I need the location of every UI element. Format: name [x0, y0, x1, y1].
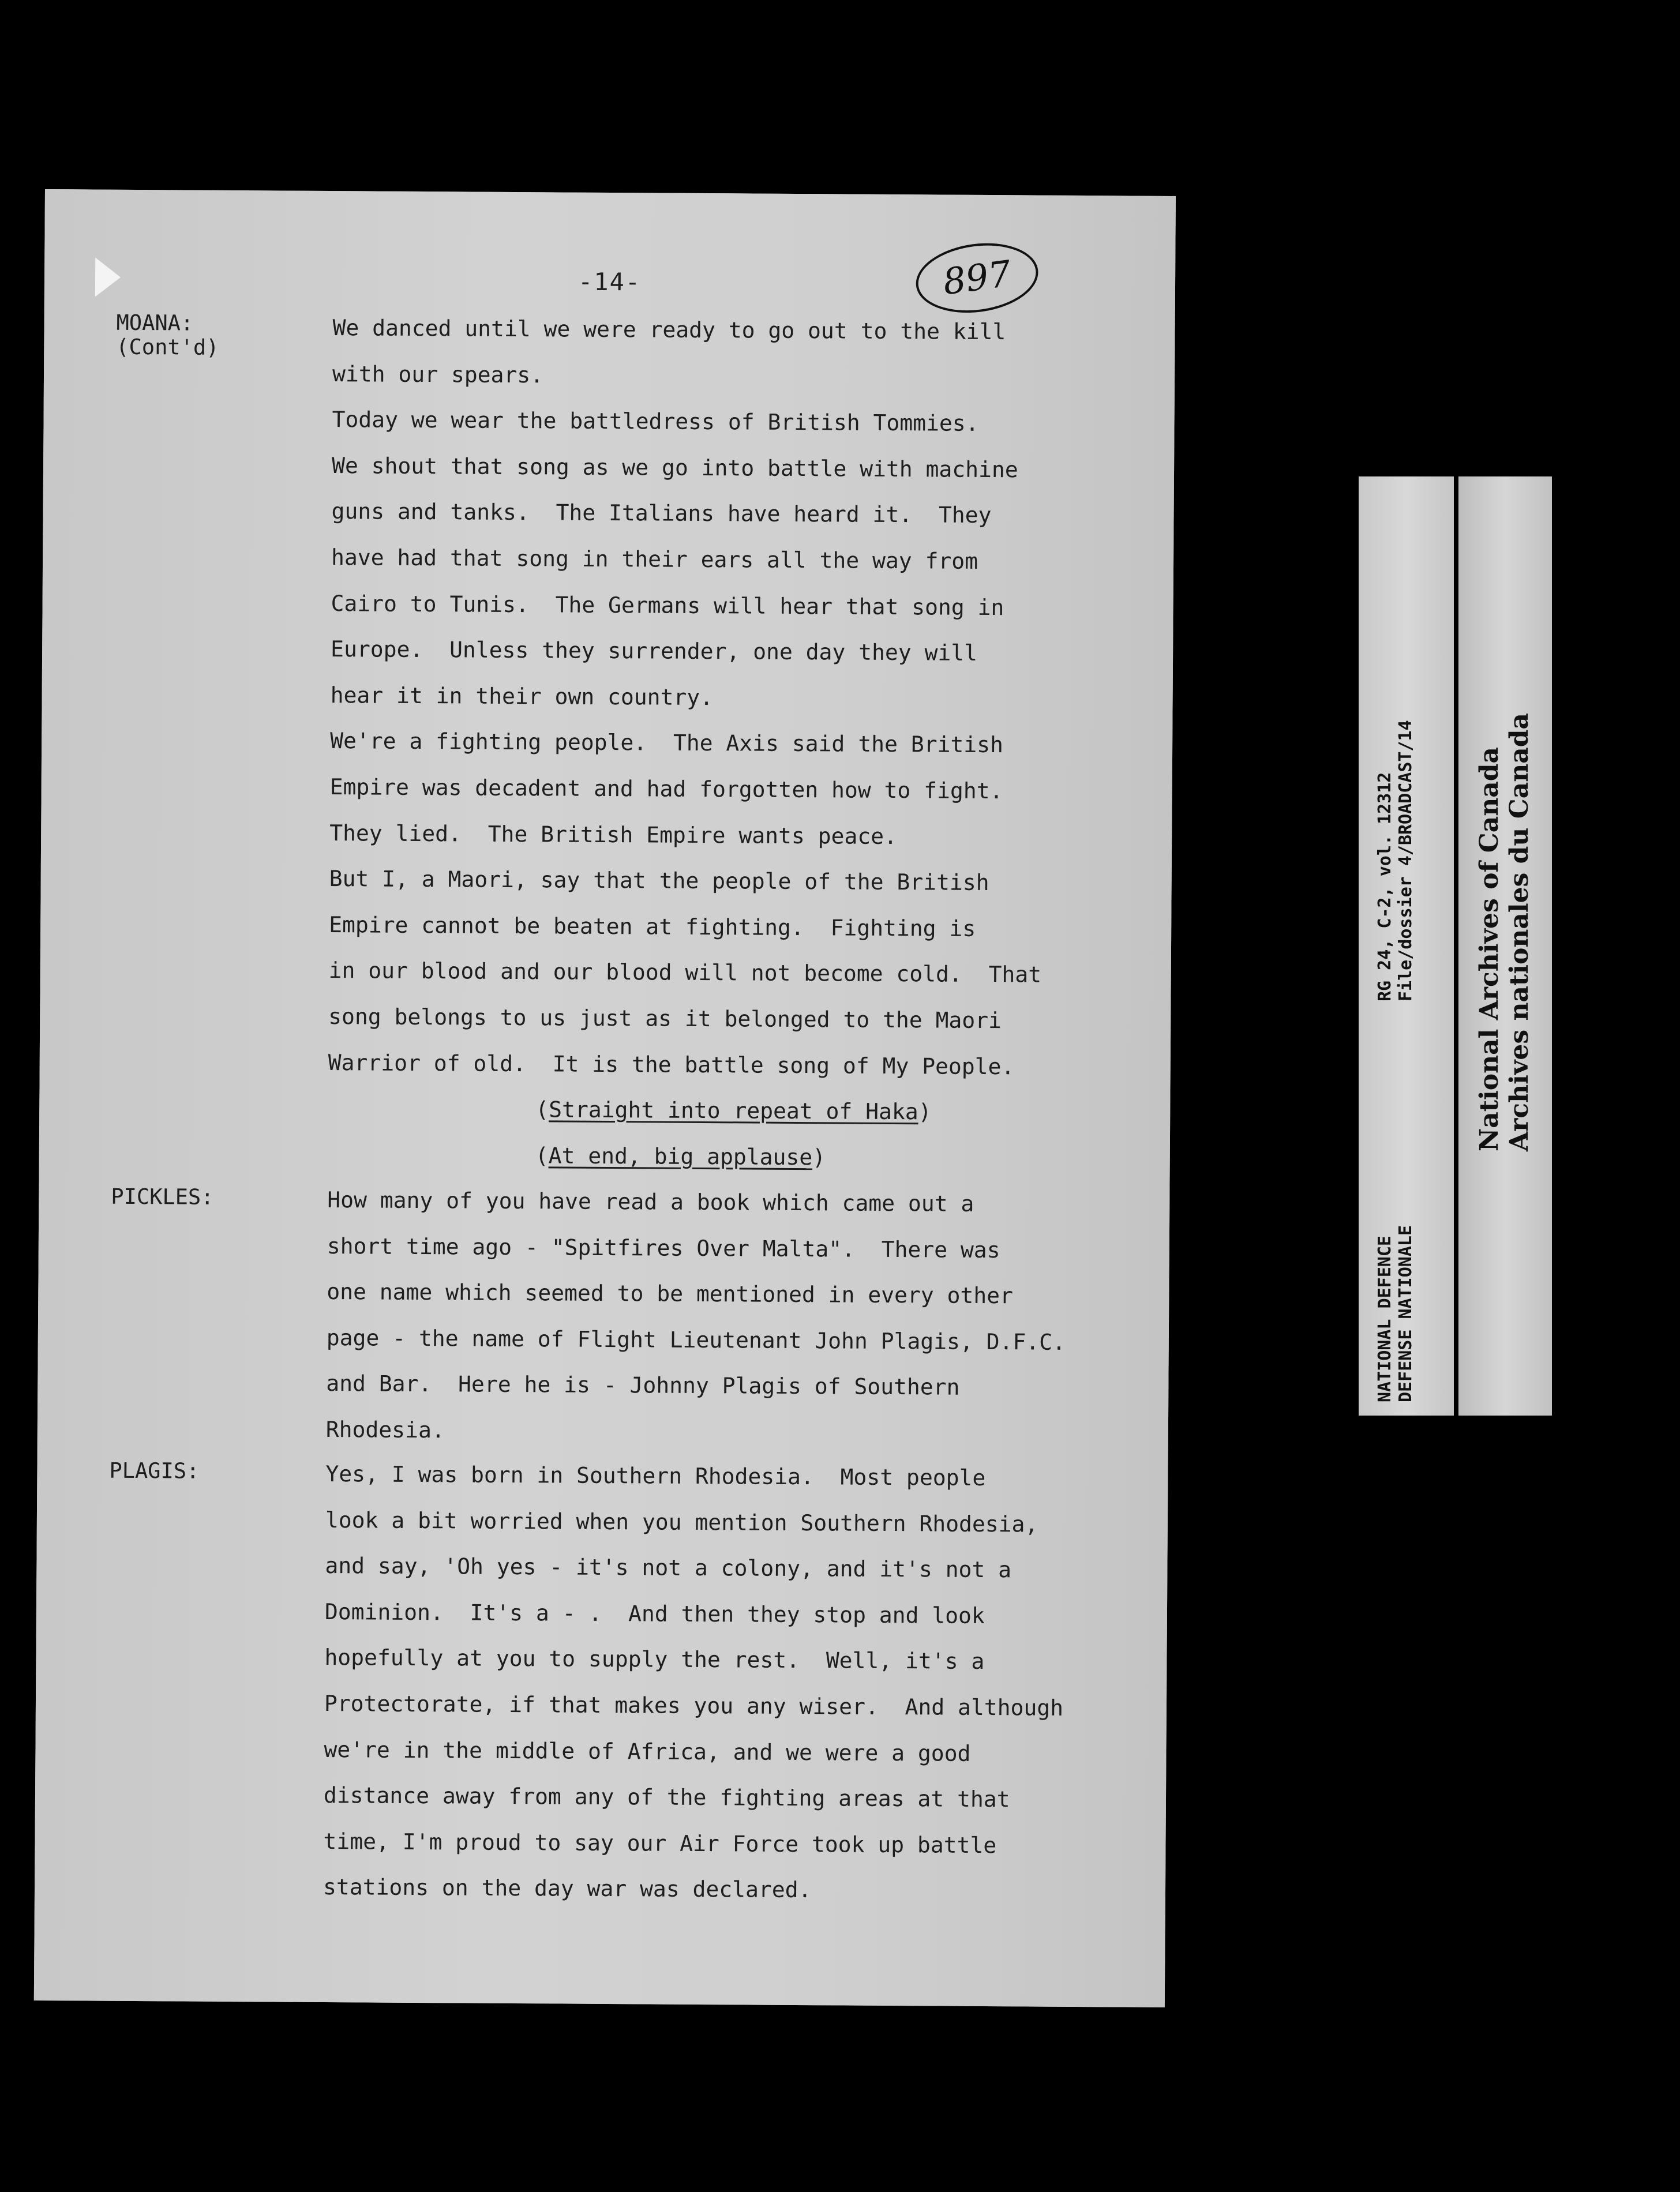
text-line: and Bar. Here he is - Johnny Plagis of Southern [326, 1371, 960, 1401]
text-line: hopefully at you to supply the rest. Well, it's a [324, 1645, 985, 1675]
text-line: We're a fighting people. The Axis said the British [330, 728, 1004, 758]
plagis-speech [323, 1451, 1168, 1916]
text-line: guns and tanks. The Italians have heard it. They [331, 498, 992, 528]
text-line: look a bit worried when you mention Southern Rhodesia, [325, 1507, 1038, 1537]
archive-reference [1375, 720, 1416, 1001]
text-line: time, I'm proud to say our Air Force took up battle [323, 1828, 997, 1858]
page-number: -14- [578, 267, 642, 296]
archive-name-tag [1458, 476, 1552, 1416]
moana-speech [328, 305, 1175, 1183]
text-line: one name which seemed to be mentioned in every other [327, 1279, 1014, 1309]
text-line: stations on the day war was declared. [322, 1874, 812, 1903]
text-line: Empire was decadent and had forgotten how to fight. [329, 774, 1003, 804]
stage-direction: (At end, big applause) [535, 1142, 826, 1170]
text-line: in our blood and our blood will not become cold. That [328, 958, 1042, 988]
speaker-plagis: PLAGIS: [109, 1458, 200, 1484]
text-line: Warrior of old. It is the battle song of My People. [328, 1049, 1015, 1079]
text-line: song belongs to us just as it belonged to the Maori [328, 1003, 1002, 1034]
punch-hole-mark [95, 258, 121, 297]
text-line: Cairo to Tunis. The Germans will hear that song in [331, 590, 1004, 620]
speaker-pickles: PICKLES: [111, 1184, 214, 1210]
text-line: How many of you have read a book which came out a [327, 1187, 974, 1217]
department-label [1375, 1225, 1416, 1402]
pickles-speech [326, 1177, 1170, 1458]
text-line: Today we wear the battledress of British Tommies. [332, 407, 979, 437]
text-line: and say, 'Oh yes - it's not a colony, and it's not a [325, 1553, 1012, 1583]
text-line: short time ago - "Spitfires Over Malta". There was [327, 1233, 1000, 1263]
text-line: distance away from any of the fighting areas at that [323, 1782, 1010, 1812]
document-page [34, 189, 1176, 2007]
speaker-moana: MOANA: (Cont'd) [116, 310, 219, 360]
text-line: page - the name of Flight Lieutenant John Plagis, D.F.C. [326, 1324, 1066, 1355]
text-line: Rhodesia. [325, 1416, 445, 1443]
department-line: NATIONAL DEFENCE [1375, 1236, 1395, 1402]
text-line: have had that song in their ears all the way from [331, 545, 978, 574]
text-line: Empire cannot be beaten at fighting. Fighting is [329, 911, 976, 941]
text-line: Protectorate, if that makes you any wiser. And although [324, 1690, 1064, 1721]
department-line: DEFENSE NATIONALE [1396, 1225, 1416, 1402]
text-line: Dominion. It's a - . And then they stop and look [324, 1598, 985, 1628]
reference-line: RG 24, C-2, vol. 12312 [1375, 772, 1395, 1001]
reference-line: File/dossier 4/BROADCAST/14 [1396, 720, 1416, 1001]
text-line: But I, a Maori, say that the people of the British [329, 866, 989, 896]
stage-direction: (Straight into repeat of Haka) [535, 1097, 932, 1125]
text-line: hear it in their own country. [330, 682, 714, 710]
text-line: Yes, I was born in Southern Rhodesia. Most people [325, 1461, 986, 1491]
text-line: We danced until we were ready to go out to the kill [332, 315, 1006, 345]
text-line: we're in the middle of Africa, and we were a good [324, 1736, 971, 1766]
text-line: We shout that song as we go into battle with machine [331, 452, 1018, 483]
text-line: They lied. The British Empire wants peace. [329, 820, 898, 849]
archive-name-en: National Archives of Canada [1475, 746, 1504, 1151]
archive-name-fr: Archives nationales du Canada [1505, 712, 1534, 1151]
archive-reference-tag [1359, 476, 1454, 1416]
folio-number: 897 [912, 236, 1042, 320]
archive-name [1475, 713, 1535, 1151]
text-line: Europe. Unless they surrender, one day they will [331, 636, 978, 666]
text-line: with our spears. [332, 361, 544, 388]
